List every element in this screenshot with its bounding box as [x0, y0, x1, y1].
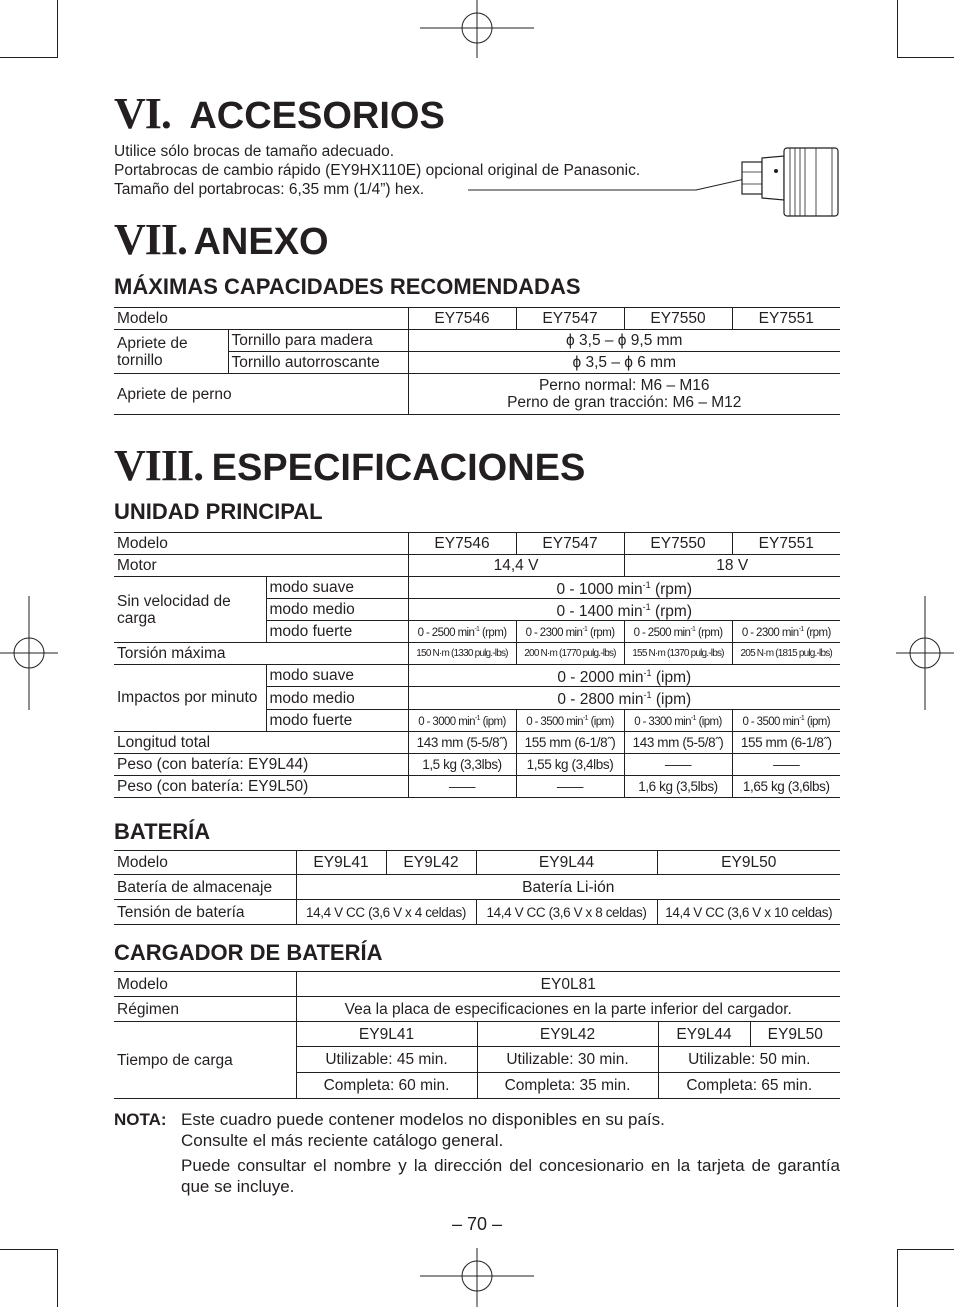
table-cell — [408, 665, 840, 687]
table-row — [114, 577, 840, 599]
rpm-unit: (rpm) — [697, 627, 723, 640]
main-unit-table — [114, 532, 840, 798]
table-cell: 18 V — [624, 555, 840, 577]
table-cell: —— — [408, 775, 516, 797]
section-numeral: VIII. — [114, 441, 204, 490]
ipm-unit: (ipm) — [698, 715, 722, 728]
table-cell: EY9L42 — [477, 1022, 658, 1047]
table-row — [114, 643, 840, 665]
table-cell — [408, 709, 516, 731]
table-cell: Modelo — [114, 533, 408, 555]
section-numeral: VI. — [114, 89, 171, 138]
table-cell: EY7550 — [624, 533, 732, 555]
note-line: Este cuadro puede contener modelos no disponibles en su país. — [181, 1110, 665, 1129]
table-cell — [408, 374, 840, 415]
section-numeral: VII. — [114, 215, 188, 264]
section-heading-especificaciones — [114, 441, 586, 490]
table-cell: 155 mm (6-1/8˝) — [516, 731, 624, 753]
battery-table — [114, 850, 840, 925]
registration-mark-right — [896, 596, 954, 710]
bolt-high: Perno de gran tracción: M6 – M12 — [507, 394, 742, 411]
table-row — [114, 731, 840, 753]
table-cell — [624, 709, 732, 731]
section-heading-accesorios — [114, 89, 445, 138]
capacities-table — [114, 307, 840, 415]
table-cell — [408, 687, 840, 709]
table-cell — [516, 709, 624, 731]
section-title: ACCESORIOS — [189, 95, 445, 137]
table-cell: Apriete de perno — [114, 374, 408, 415]
table-cell: 205 N·m (1815 pulg.-lbs) — [732, 643, 840, 665]
table-cell: modo fuerte — [266, 709, 408, 731]
table-cell: 14,4 V CC (3,6 V x 10 celdas) — [657, 900, 840, 925]
table-row — [114, 555, 840, 577]
bolt-normal: Perno normal: M6 – M16 — [538, 377, 710, 394]
accessories-line: Tamaño del portabrocas: 6,35 mm (1/4”) hex. — [114, 181, 425, 198]
table-row — [114, 308, 840, 330]
ipm-value: 0 - 3000 min — [418, 715, 475, 728]
capacities-heading: MÁXIMAS CAPACIDADES RECOMENDADAS — [114, 274, 581, 299]
quick-chuck-illustration — [466, 142, 844, 220]
table-cell: Modelo — [114, 972, 296, 997]
charger-table — [114, 971, 840, 1099]
table-cell: Utilizable: 45 min. — [296, 1047, 477, 1073]
table-cell: 143 mm (5-5/8˝) — [624, 731, 732, 753]
table-cell: —— — [516, 775, 624, 797]
table-cell: Torsión máxima — [114, 643, 408, 665]
superscript: -1 — [798, 626, 804, 634]
table-cell: ϕ 3,5 – ϕ 6 mm — [408, 352, 840, 374]
table-cell: 1,55 kg (3,4lbs) — [516, 753, 624, 775]
rpm-value: 0 - 1400 min — [556, 603, 643, 621]
ipm-value: 0 - 2800 min — [557, 691, 644, 709]
table-cell: modo fuerte — [266, 621, 408, 643]
accessories-line: Utilice sólo brocas de tamaño adecuado. — [114, 143, 395, 160]
registration-mark-top — [420, 0, 534, 60]
table-row — [114, 753, 840, 775]
table-cell: EY9L44 — [658, 1022, 750, 1047]
charger-heading: CARGADOR DE BATERÍA — [114, 940, 383, 965]
ipm-unit: (ipm) — [590, 715, 614, 728]
table-cell: Motor — [114, 555, 408, 577]
table-cell: Vea la placa de especificaciones en la parte inferior del cargador. — [296, 997, 840, 1022]
table-cell: Impactos por minuto — [114, 665, 266, 731]
rpm-unit: (rpm) — [481, 627, 507, 640]
table-cell: 1,5 kg (3,3lbs) — [408, 753, 516, 775]
table-cell — [408, 621, 516, 643]
table-cell: EY7551 — [732, 308, 840, 330]
rpm-value: 0 - 2500 min — [633, 627, 691, 640]
table-cell: Completa: 65 min. — [658, 1073, 840, 1099]
table-cell: Completa: 35 min. — [477, 1073, 658, 1099]
rpm-value: 0 - 2300 min — [525, 627, 583, 640]
table-cell: 155 mm (6-1/8˝) — [732, 731, 840, 753]
rpm-value: 0 - 2500 min — [417, 627, 475, 640]
table-cell: EY0L81 — [296, 972, 840, 997]
table-row — [114, 997, 840, 1022]
table-cell: EY9L42 — [386, 851, 476, 875]
rpm-unit: (rpm) — [654, 603, 693, 621]
ipm-value: 0 - 3300 min — [634, 715, 691, 728]
table-cell: Tornillo autorroscante — [228, 352, 408, 374]
table-cell: Tensión de batería — [114, 900, 296, 925]
table-cell: 155 N·m (1370 pulg.-lbs) — [624, 643, 732, 665]
table-cell: Utilizable: 50 min. — [658, 1047, 840, 1073]
table-cell: 1,65 kg (3,6lbs) — [732, 775, 840, 797]
ipm-unit: (ipm) — [655, 669, 692, 687]
ipm-value: 0 - 2000 min — [557, 669, 644, 687]
table-cell: Modelo — [114, 851, 296, 875]
table-cell: Utilizable: 30 min. — [477, 1047, 658, 1073]
table-cell — [624, 621, 732, 643]
main-unit-heading: UNIDAD PRINCIPAL — [114, 499, 323, 524]
superscript: -1 — [690, 714, 696, 722]
section-title: ANEXO — [193, 221, 329, 263]
table-cell: EY7550 — [624, 308, 732, 330]
section-heading-anexo — [114, 215, 329, 264]
table-cell: Sin velocidad de carga — [114, 577, 266, 643]
table-cell: EY9L50 — [657, 851, 840, 875]
table-cell: modo medio — [266, 599, 408, 621]
ipm-value: 0 - 3500 min — [742, 715, 800, 728]
superscript: -1 — [799, 714, 805, 722]
table-cell: EY9L41 — [296, 851, 386, 875]
note-line: Puede consultar el nombre y la dirección del concesionario en la tarjeta de garantía que se incluye. — [181, 1156, 840, 1196]
table-cell: 14,4 V CC (3,6 V x 8 celdas) — [476, 900, 657, 925]
table-cell: 143 mm (5-5/8˝) — [408, 731, 516, 753]
rpm-value: 0 - 1000 min — [556, 581, 643, 599]
note-block — [114, 1109, 840, 1197]
table-row — [114, 851, 840, 875]
table-cell: Apriete de tornillo — [114, 330, 228, 374]
table-cell — [408, 577, 840, 599]
table-cell: 150 N·m (1330 pulg.-lbs) — [408, 643, 516, 665]
table-cell: EY7546 — [408, 533, 516, 555]
superscript: -1 — [642, 602, 651, 613]
ipm-unit: (ipm) — [806, 715, 831, 728]
table-cell: 200 N·m (1770 pulg.-lbs) — [516, 643, 624, 665]
superscript: -1 — [474, 626, 480, 634]
table-row — [114, 665, 840, 687]
table-row — [114, 1022, 840, 1047]
note-label: NOTA: — [114, 1110, 167, 1129]
table-cell: Batería de almacenaje — [114, 875, 296, 900]
table-row — [114, 330, 840, 352]
superscript: -1 — [690, 626, 696, 634]
superscript: -1 — [474, 714, 480, 722]
table-cell: 14,4 V CC (3,6 V x 4 celdas) — [296, 900, 476, 925]
table-cell: modo suave — [266, 577, 408, 599]
rpm-unit: (rpm) — [654, 581, 693, 599]
table-cell: EY9L44 — [476, 851, 657, 875]
table-cell: Peso (con batería: EY9L44) — [114, 753, 408, 775]
accessories-line: Portabrocas de cambio rápido (EY9HX110E) opcional original de Panasonic. — [114, 162, 641, 179]
table-cell: —— — [624, 753, 732, 775]
table-cell: EY7547 — [516, 533, 624, 555]
table-cell: 14,4 V — [408, 555, 624, 577]
table-cell: Batería Li-ión — [296, 875, 840, 900]
superscript: -1 — [582, 714, 588, 722]
table-row — [114, 972, 840, 997]
table-cell — [732, 709, 840, 731]
superscript: -1 — [643, 690, 652, 701]
table-cell: Modelo — [114, 308, 408, 330]
table-cell: Régimen — [114, 997, 296, 1022]
table-cell — [408, 599, 840, 621]
page-number: – 70 – — [451, 1214, 503, 1234]
table-row — [114, 374, 840, 415]
superscript: -1 — [582, 626, 588, 634]
table-cell: EY9L41 — [296, 1022, 477, 1047]
rpm-unit: (rpm) — [806, 627, 831, 640]
table-cell: EY7547 — [516, 308, 624, 330]
table-cell: Tiempo de carga — [114, 1022, 296, 1099]
table-cell: modo medio — [266, 687, 408, 709]
table-row — [114, 900, 840, 925]
table-cell: EY7551 — [732, 533, 840, 555]
superscript: -1 — [642, 580, 651, 590]
table-cell: Longitud total — [114, 731, 408, 753]
table-cell — [732, 621, 840, 643]
section-title: ESPECIFICACIONES — [211, 447, 586, 489]
table-cell: EY9L50 — [750, 1022, 840, 1047]
note-line: Consulte el más reciente catálogo general. — [181, 1131, 504, 1150]
table-cell — [516, 621, 624, 643]
rpm-value: 0 - 2300 min — [741, 627, 799, 640]
table-cell: —— — [732, 753, 840, 775]
registration-mark-left — [0, 596, 60, 710]
table-cell: Peso (con batería: EY9L50) — [114, 775, 408, 797]
registration-mark-bottom — [420, 1248, 534, 1307]
table-cell: Completa: 60 min. — [296, 1073, 477, 1099]
table-row — [114, 775, 840, 797]
rpm-unit: (rpm) — [589, 627, 615, 640]
table-cell: modo suave — [266, 665, 408, 687]
table-row — [114, 875, 840, 900]
ipm-unit: (ipm) — [655, 691, 692, 709]
table-cell: 1,6 kg (3,5lbs) — [624, 775, 732, 797]
table-cell: Tornillo para madera — [228, 330, 408, 352]
table-cell: ϕ 3,5 – ϕ 9,5 mm — [408, 330, 840, 352]
battery-heading: BATERÍA — [114, 819, 211, 844]
superscript: -1 — [643, 668, 652, 679]
table-row — [114, 533, 840, 555]
ipm-unit: (ipm) — [482, 715, 506, 728]
table-cell: EY7546 — [408, 308, 516, 330]
ipm-value: 0 - 3500 min — [526, 715, 583, 728]
